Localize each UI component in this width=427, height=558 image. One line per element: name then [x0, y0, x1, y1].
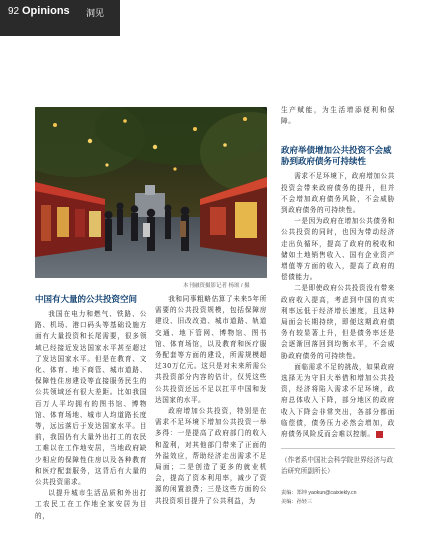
author-note: （作者系中国社会科学院世界经济与政治研究所副所长） — [281, 456, 394, 476]
divider — [281, 448, 395, 449]
header-bar — [0, 0, 120, 36]
paragraph-text: 面临需求不足的挑战，如果政府选择无为守旧大举借和增加公共投资，经济将陷入需求不足环境，政府总体收入下降，部分地区的政府收入下降会非常突出，各部分都面临偿债，债务压力必然会增加，政府债务风险反而会难以控制。 — [281, 362, 395, 439]
paragraph: 需求不足环境下，政府增加公共投资会带来政府债务的提升，但并不会增加政府债务风险，不会威胁到政府债务的可持续性。 — [281, 172, 395, 215]
paragraph: 我国在电力和燃气、铁路、公路、机场、港口码头等基础设施方面有大量投资和长尾需要，很多领域已经接近发达国家水平甚至超过了发达国家水平。但是在教育、文化、体育、地下商管、城市道路、保障性住房建设等直接服务民生的公共领域还有很大差距。比如我国百万人平均拥有的图书馆、博物馆、体育场地、城市人均道路长度等，远远落后于发达国家水平。目前，我国仍有大量外出打工的农民工难以在工作地安居，当地政府缺少相应的保障性住房以及各种教育和医疗配套服务，这背后有大量的公共投资需求。 — [35, 310, 147, 487]
column-1 — [35, 294, 147, 522]
end-mark-icon — [376, 431, 383, 438]
section-heading-public-investment-space: 中国有大量的公共投资空间 — [35, 294, 138, 304]
paragraph: 我和同事粗略估算了未来5年所需要的公共投资规模，包括保障房建设、旧改改造、城市道路、轨道交通、地下管网、博物馆、图书馆、体育场馆，以及教育和医疗服务配套等方面的建设，所需规模超过30万亿元。这只是对未来所需公共投资部分内容的估计，仅凭这些公共投资还远不足以扛平中国和发达国家的水平。 — [155, 295, 267, 404]
paragraph: 以提升城市生活品质和外出打工农民工在工作地全家安居为目的， — [35, 489, 147, 520]
editor-credit: 责编：郑坤 yaokun@caixiekly.cn — [281, 490, 357, 497]
column-2 — [155, 294, 267, 507]
section-heading-government-debt: 政府举债增加公共投资不会威胁到政府债务可持续性 — [281, 145, 392, 167]
paragraph: 生产赋能，为生活增添便利和保障。 — [281, 106, 395, 126]
paragraph: 政府增加公共投资，特别是在需求不足环境下增加公共投资一举多得：一是提高了政府部门的收入和盈利，对其他部门带来了正面的外溢效应，帮助经济走出需求不足局面；二是创造了更多的就业机会，提高了资本利用率，减少了资源的闲置浪费；三是这些方面的公共投资项目提升了公共利益，为 — [155, 407, 267, 505]
paragraph: 二是即使政府公共投资没有带来政府收入提高，考虑到中国的真实利率远低于经济增长速度，且这种局面会长期持续，即便这期政府债务有较显著上升，但是债务率还是会逐渐回落回到均衡水平，不会威胁政府债务的可持续性。 — [281, 284, 395, 360]
page-number: 92 — [8, 6, 20, 17]
section-name: Opinions — [22, 5, 70, 17]
paragraph: 一是因为政府在增加公共债务和公共投资的同时，也因为带动经济走出负循环，提高了政府的税收和储如土地销售收入、国有企业资产增值等方面的收入，提高了政府的偿债能力。 — [281, 217, 395, 282]
section-subtitle: 洞见 — [86, 8, 105, 18]
street-market-photo — [35, 107, 267, 278]
column-3 — [281, 105, 395, 507]
art-editor-credit: 美编：孙轻三 — [281, 499, 313, 506]
photo-caption: 本刊融资摄影记者 杨颂 / 摄 — [183, 283, 250, 289]
paragraph — [281, 362, 395, 440]
